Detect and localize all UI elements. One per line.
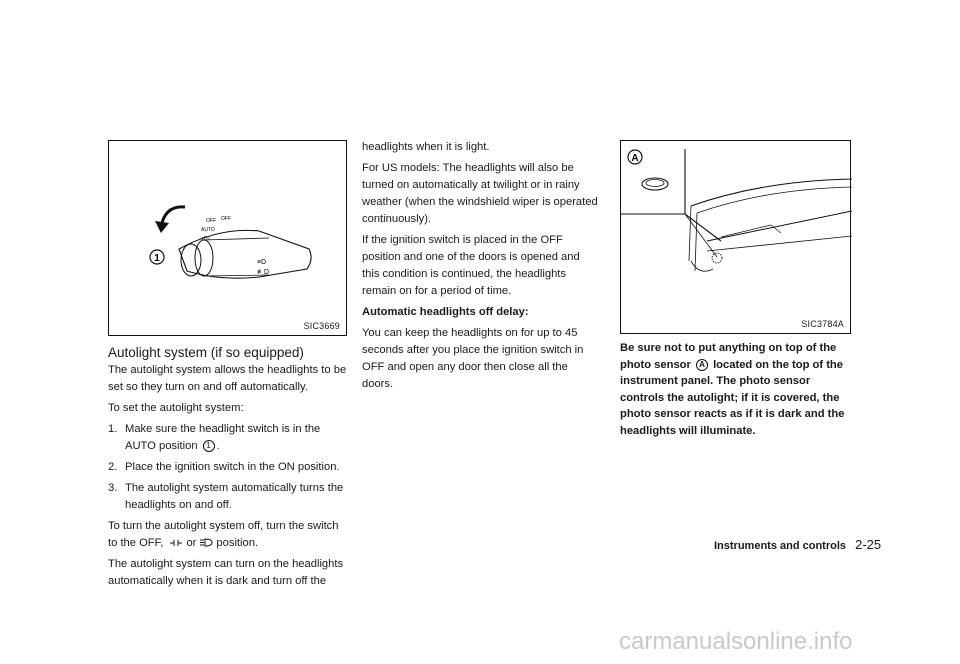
off-text-end: position.: [216, 537, 259, 549]
warning-text: Be sure not to put anything on top of the photo sensor: [620, 342, 837, 371]
headlight-stalk-illustration: [109, 141, 348, 337]
figure-code: SIC3784A: [801, 319, 844, 329]
off-paragraph: [108, 518, 348, 552]
page-footer: [714, 537, 881, 552]
step-text: Place the ignition switch in the ON position.: [125, 461, 340, 473]
set-label: To set the autolight system:: [108, 402, 244, 414]
delay-paragraph: You can keep the headlights on for up to 45 seconds after you place the ignition switch in OFF and open any door then close all the doors.: [362, 327, 584, 390]
middle-column-text: [362, 139, 600, 393]
warning-text-end: located on the top of the instrument panel. The photo sensor controls the autolight; if it is covered, the photo sensor reacts as if it is dark and the headlights will illuminate.: [620, 358, 845, 437]
svg-text:≢D: ≢D: [257, 269, 270, 276]
callout-ref-1: 1: [203, 440, 215, 452]
section-title: Instruments and controls: [714, 540, 847, 552]
watermark: carmanualsonline.info: [619, 628, 853, 655]
off-or: or: [186, 537, 197, 549]
page-number: 2-25: [855, 537, 882, 552]
step-number: 3.: [108, 482, 118, 494]
step-1: [108, 421, 348, 455]
svg-text:≡D: ≡D: [257, 259, 267, 266]
continuation-text: headlights when it is light.: [362, 141, 490, 153]
svg-text:OFF: OFF: [206, 218, 216, 224]
side-light-icon: [169, 539, 183, 547]
step-3: [108, 480, 348, 514]
closing-paragraph: The autolight system can turn on the headlights automatically when it is dark and turn off the: [108, 558, 344, 587]
step-number: 2.: [108, 461, 118, 473]
photo-sensor-warning: [620, 340, 852, 439]
svg-text:OFF: OFF: [221, 216, 231, 222]
step-number: 1.: [108, 423, 118, 435]
figure-callout-1: 1: [154, 253, 160, 264]
svg-text:≡D○: ≡D○: [201, 236, 211, 242]
figure-code: SIC3669: [303, 321, 340, 331]
left-column-text: [108, 362, 348, 590]
step-text: Make sure the headlight switch is in the AUTO position: [125, 423, 321, 452]
dashboard-illustration: [621, 141, 852, 335]
callout-ref-a: A: [696, 359, 708, 371]
step-2: [108, 459, 348, 476]
svg-text:AUTO: AUTO: [201, 227, 215, 233]
delay-heading: Automatic headlights off delay:: [362, 306, 529, 318]
headlight-switch-figure: [108, 140, 347, 336]
step-text: The autolight system automatically turns the headlights on and off.: [125, 482, 344, 511]
step-text-end: .: [216, 440, 220, 452]
off-text: To turn the autolight system off, turn the switch to the OFF,: [108, 520, 339, 549]
us-models-paragraph: For US models: The headlights will also be turned on automatically at twilight or in rainy weather (when the windshield wiper is operated continuously).: [362, 162, 598, 225]
headlight-icon: [199, 538, 213, 547]
figure-callout-a: A: [631, 153, 639, 164]
intro-paragraph: The autolight system allows the headlights to be set so they turn on and off automatically.: [108, 364, 347, 393]
ignition-off-paragraph: If the ignition switch is placed in the OFF position and one of the doors is opened and this condition is continued, the headlights remain on for a period of time.: [362, 234, 580, 297]
section-heading: Autolight system (if so equipped): [108, 345, 304, 360]
photo-sensor-figure: [620, 140, 851, 334]
